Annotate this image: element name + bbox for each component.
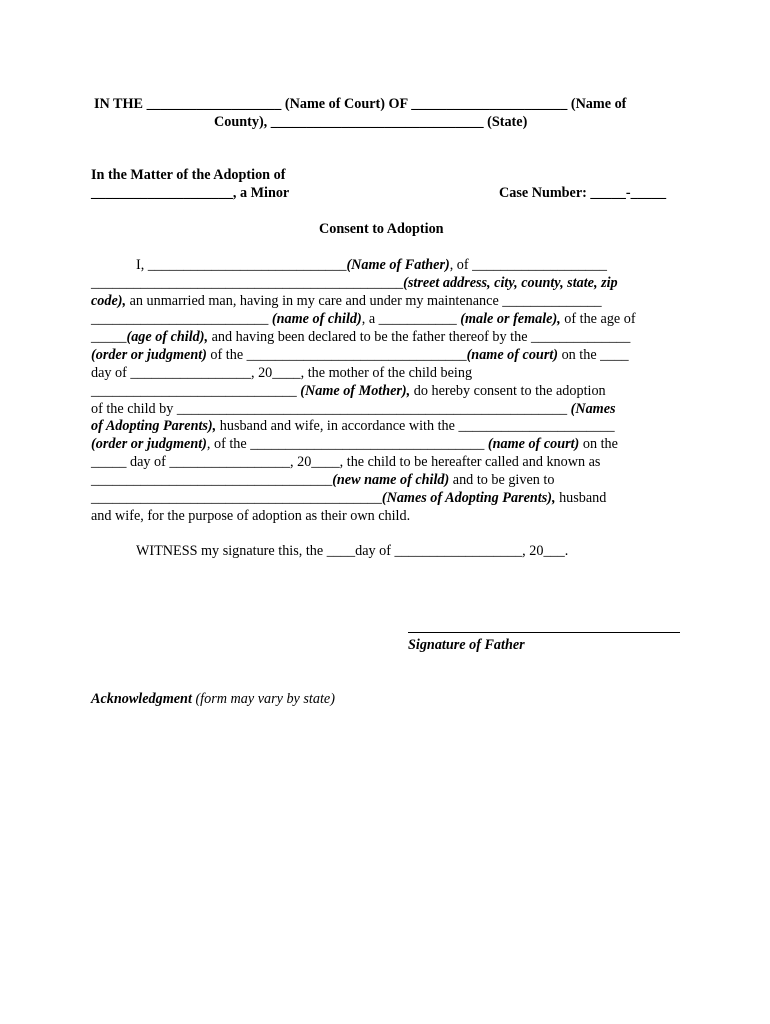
body-line-10: of Adopting Parents), husband and wife, in accordance with the ______________________ <box>91 418 615 434</box>
body-line-14: _________________________________________(Names of Adopting Parents), husband <box>91 490 607 506</box>
acknowledgment-note: (form may vary by state) <box>191 691 335 707</box>
signature-line <box>408 632 680 633</box>
body-line-13: __________________________________(new name of child) and to be given to <box>91 472 555 488</box>
body-line-12: _____ day of _________________, 20____, the child to be hereafter called and known as <box>91 454 601 470</box>
signature-label: Signature of Father <box>408 637 525 653</box>
body-line-6: (order or judgment) of the _______________________________(name of court) on the ____ <box>91 347 629 363</box>
minor-name-line: ____________________, a Minor <box>91 185 290 201</box>
acknowledgment-label: Acknowledgment <box>91 691 192 707</box>
body-line-5: _____(age of child), and having been declared to be the father thereof by the ______________ <box>91 329 631 345</box>
body-line-1: I, ____________________________(Name of Father), of ___________________ <box>136 257 607 273</box>
court-header-line-1: IN THE ___________________ (Name of Court) OF ______________________ (Name of <box>94 96 627 112</box>
body-line-4: _________________________ (name of child), a ___________ (male or female), of the age of <box>91 311 636 327</box>
body-line-2: ____________________________________________(street address, city, county, state, zip <box>91 275 618 291</box>
body-line-9: of the child by _______________________________________________________ (Names <box>91 401 616 417</box>
body-line-11: (order or judgment), of the _________________________________ (name of court) on the <box>91 436 618 452</box>
case-number: Case Number: _____-_____ <box>499 185 667 201</box>
acknowledgment <box>91 690 335 708</box>
body-line-3: code), an unmarried man, having in my care and under my maintenance ______________ <box>91 293 602 309</box>
document-title: Consent to Adoption <box>319 221 444 237</box>
matter-title: In the Matter of the Adoption of <box>91 167 286 183</box>
court-header-line-2: County), ______________________________ (State) <box>214 114 528 130</box>
body-line-7: day of _________________, 20____, the mother of the child being <box>91 365 473 381</box>
body-line-8: _____________________________ (Name of Mother), do hereby consent to the adoption <box>91 383 606 399</box>
witness-statement: WITNESS my signature this, the ____day of __________________, 20___. <box>136 543 569 559</box>
body-line-15: and wife, for the purpose of adoption as their own child. <box>91 508 411 524</box>
